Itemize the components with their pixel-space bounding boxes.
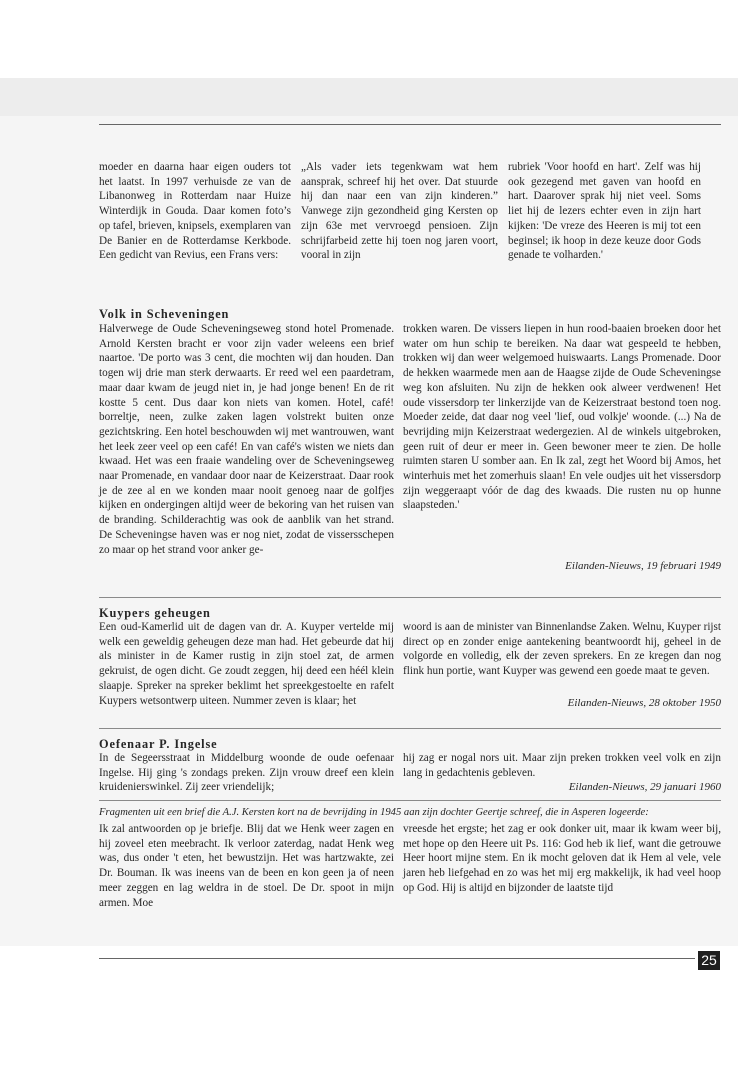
article-title-oefenaar-ingelse: Oefenaar P. Ingelse [99, 737, 218, 751]
intro-column-1: moeder en daarna haar eigen ouders tot het laatst. In 1997 verhuisde ze van de Libanonweg in Rotterdam naar Huize Winterdijk in Gouda. Daar komen foto’s op tafel, brieven, knipsels, exemplaren van De Banier en de Rotterdamse Kerkbode. Een gedicht van Revius, een Frans vers: [99, 161, 291, 262]
article-title-kuypers-geheugen: Kuypers geheugen [99, 606, 211, 620]
article-1-column-2: trokken waren. De vissers liepen in hun rood-baaien broeken door het water om hun schip te bereiken. Na daar wat gespeeld te hebben, trokken wij dan weer welgemoed huiswaarts. Langs Promenade. Door de hekken waarmede men aan de Haagse zijde de Oude Scheveningse weg kon afsluiten. Nu zijn de hekken ook alweer verdwenen! Het oude vissersdorp ter linkerzijde van de Keizerstraat bestond toen nog. Moeder zeide, dat daar nog veel 'lief, oud volkje' woonde. (...) Na de bevrijding mijn Keizerstraat wedergezien. Al de winkels uitgebroken, geen ruit of deur er meer in. Geen bewoner meer te zien. De holle ruimten staren U somber aan. En Ik zal, zegt het Woord bij Amos, het winterhuis met het zomerhuis slaan! En vele oudjes uit het vissersdorp zijn weggeraapt vóór de dag des kwaads. Die rusten nu op hunne slaapsteden.' [403, 323, 721, 512]
article-1-column-1: Halverwege de Oude Scheveningseweg stond hotel Promenade. Arnold Kersten bracht er voor zijn vader weleens een brief naartoe. 'De porto was 3 cent, die mochten wij dan houden. Dan togen wij drie man sterk derwaarts. Er reed wel een paardetram, maar daar kwam de jeugd niet in, je had jonge benen! En de rit kostte 5 cent. Dus daar kon niets van komen. Hotel, café! borreltje, neen, zulke zaken lagen volstrekt buiten onze gezichtskring. Een hotel beschouwden wij met wantrouwen, want het leek zeer veel op een café! En van café's wisten we niets dan kwaad. Het was een fraaie wandeling over de Scheveningseweg naar Promenade, en vandaar door naar de Keizerstraat. Daar rook je de zee al en we konden maar nooit genoeg naar de golfjes kijken en ondergingen altijd weer de bekoring van het ruisen van de branding. Schilderachtig was ook de aanblik van het strand. De Scheveningse haven was er nog niet, zodat de vissersschepen zo maar op het strand voor anker ge- [99, 323, 394, 556]
intro-column-2: „Als vader iets tegenkwam wat hem aansprak, schreef hij het over. Dat stuurde hij dan naar een van zijn kinderen.” Vanwege zijn gezondheid ging Kersten op zijn 63e met vervroegd pensioen. Zijn schrijfarbeid zette hij toen nog jaren voort, vooral in zijn [301, 161, 498, 262]
letter-column-2: vreesde het ergste; het zag er ook donker uit, maar ik kwam weer bij, met hope op den Heere uit Ps. 116: God heb ik lief, want die getrouwe Heer hoort mijne stem. En ik mocht geloven dat ik Hem al vele, vele jaren heb liefgehad en zo was het mij erg makkelijk, ik had veel hoop op God. Hij is altijd en bijzonder de laatste tijd [403, 823, 721, 894]
bleed-through-strip [0, 78, 738, 116]
letter-column-1: Ik zal antwoorden op je briefje. Blij dat we Henk weer zagen en hij zoveel eten meebracht. Ik verloor zaterdag, nadat Henk weg was, dus onder 't eten, het bewustzijn. Het was hartzwakte, zei Dr. Bouman. Ik was ineens van de been en kon geen ja of neen meer zeggen en lag weldra in de stoel. De Dr. spoot in mijn armen. Moe [99, 823, 394, 909]
letter-intro: Fragmenten uit een brief die A.J. Kersten kort na de bevrijding in 1945 aan zijn dochter Geertje schreef, die in Asperen logeerde: [99, 807, 649, 818]
article-separator [99, 728, 721, 729]
bottom-rule [99, 958, 695, 959]
page-number: 25 [698, 951, 720, 970]
article-separator [99, 800, 721, 801]
intro-column-3: rubriek 'Voor hoofd en hart'. Zelf was hij ook gezegend met gaven van hoofd en hart. Daarover sprak hij niet veel. Soms liet hij de lezers echter even in zijn hart kijken: 'De vreze des Heeren is mij tot een beginsel; ik hoop in deze keuze door Gods genade te volharden.' [508, 161, 701, 262]
article-3-column-2: hij zag er nogal nors uit. Maar zijn preken trokken veel volk en zijn lang in gedachtenis gebleven. [403, 752, 721, 779]
article-2-column-1: Een oud-Kamerlid uit de dagen van dr. A. Kuyper vertelde mij welk een geweldig geheugen deze man had. Het gebeurde dat hij als minister in de Kamer rustig in zijn stoel zat, de armen gekruist, de ogen dicht. Ge zoudt zeggen, hij deed een héél klein slaapje. Spreker na spreker beklimt het spreekgestoelte en rafelt Kuypers wetsontwerp uiteen. Nummer zeven is klaar; het [99, 621, 394, 707]
top-rule [99, 124, 721, 125]
article-separator [99, 597, 721, 598]
article-title-volk-in-scheveningen: Volk in Scheveningen [99, 307, 230, 321]
article-3-source: Eilanden-Nieuws, 29 januari 1960 [568, 781, 721, 793]
article-2-source: Eilanden-Nieuws, 28 oktober 1950 [567, 697, 721, 709]
article-2-column-2: woord is aan de minister van Binnenlandse Zaken. Welnu, Kuyper rijst direct op en zonder enige aantekening beantwoordt hij, geheel in de volgorde en volledig, elk der zeven sprekers. En ze kregen dan nog flink hun portie, want Kuyper was gewend een goede maat te geven. [403, 621, 721, 678]
article-1-source: Eilanden-Nieuws, 19 februari 1949 [565, 560, 721, 572]
article-3-column-1: In de Segeersstraat in Middelburg woonde de oude oefenaar Ingelse. Hij ging 's zondags preken. Zijn vrouw dreef een klein kruidenierswinkel. Zij zeer vriendelijk; [99, 752, 394, 794]
